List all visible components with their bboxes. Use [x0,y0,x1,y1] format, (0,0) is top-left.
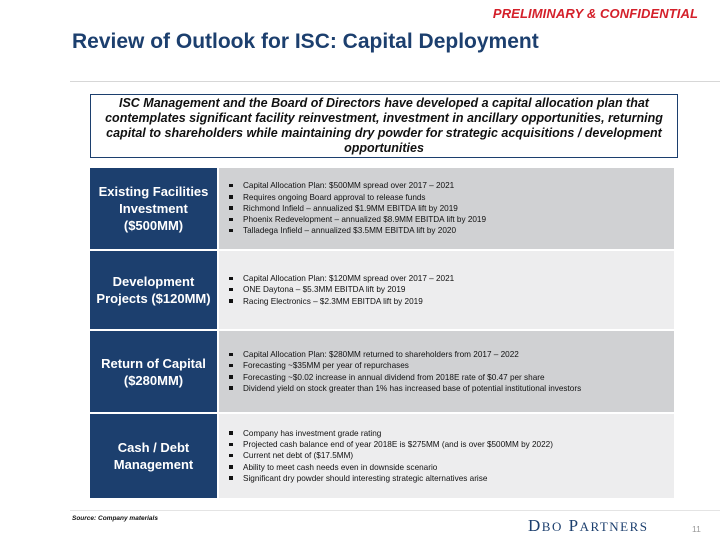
bullet-icon [229,431,233,435]
list-item: Forecasting ~$0.02 increase in annual dividend from 2018E rate of $0.47 per share [229,372,581,383]
confidential-label: PRELIMINARY & CONFIDENTIAL [492,6,698,21]
row-return-of-capital [90,331,674,414]
row-content [219,251,674,329]
list-item: Current net debt of ($17.5MM) [229,450,553,461]
bullet-icon [229,206,233,210]
row-label: Development Projects ($120MM) [90,251,217,329]
list-item: Capital Allocation Plan: $500MM spread over 2017 – 2021 [229,180,486,191]
title-divider [70,81,720,82]
bullet-icon [229,277,233,281]
list-item: Projected cash balance end of year 2018E is $275MM (and is over $500MM by 2022) [229,439,553,450]
list-item: Dividend yield on stock greater than 1% has increased base of potential institutional investors [229,383,581,394]
bullet-icon [229,454,233,458]
row-content [219,414,674,498]
list-item: Phoenix Redevelopment – annualized $8.9MM EBITDA lift by 2019 [229,214,486,225]
bullet-icon [229,443,233,447]
bullet-icon [229,476,233,480]
row-development-projects [90,251,674,331]
list-item: Talladega Infield – annualized $3.5MM EBITDA lift by 2020 [229,225,486,236]
list-item: Capital Allocation Plan: $280MM returned to shareholders from 2017 – 2022 [229,349,581,360]
list-item: Significant dry powder should interesting strategic alternatives arise [229,473,553,484]
page-title: Review of Outlook for ISC: Capital Deployment [72,30,539,53]
bullet-icon [229,353,233,357]
row-existing-facilities [90,168,674,251]
page-number: 11 [692,524,701,534]
row-content [219,331,674,412]
bullet-icon [229,184,233,188]
brand-logo: DBO PARTNERS [528,516,649,535]
bullet-icon [229,195,233,199]
summary-callout: ISC Management and the Board of Directors have developed a capital allocation plan that contemplates significant facility reinvestment, investment in ancillary opportunities, returning capital to shareholders while maintaining dry powder for strategic acquisitions / development opportunities [90,94,678,158]
source-note: Source: Company materials [72,515,158,522]
row-label: Return of Capital ($280MM) [90,331,217,412]
list-item: Ability to meet cash needs even in downside scenario [229,462,553,473]
bullet-icon [229,288,233,292]
bullet-icon [229,375,233,379]
capital-deployment-table [90,168,674,498]
list-item: Racing Electronics – $2.3MM EBITDA lift by 2019 [229,296,454,307]
list-item: Forecasting ~$35MM per year of repurchases [229,360,581,371]
footer-divider [70,510,720,511]
row-content [219,168,674,249]
bullet-icon [229,299,233,303]
row-label: Cash / Debt Management [90,414,217,498]
bullet-icon [229,218,233,222]
list-item: Requires ongoing Board approval to release funds [229,192,486,203]
list-item: Capital Allocation Plan: $120MM spread over 2017 – 2021 [229,273,454,284]
bullet-icon [229,364,233,368]
bullet-icon [229,465,233,469]
row-cash-debt-management [90,414,674,498]
bullet-icon [229,229,233,233]
list-item: Company has investment grade rating [229,428,553,439]
bullet-icon [229,386,233,390]
list-item: Richmond Infield – annualized $1.9MM EBITDA lift by 2019 [229,203,486,214]
list-item: ONE Daytona – $5.3MM EBITDA lift by 2019 [229,284,454,295]
row-label: Existing Facilities Investment ($500MM) [90,168,217,249]
